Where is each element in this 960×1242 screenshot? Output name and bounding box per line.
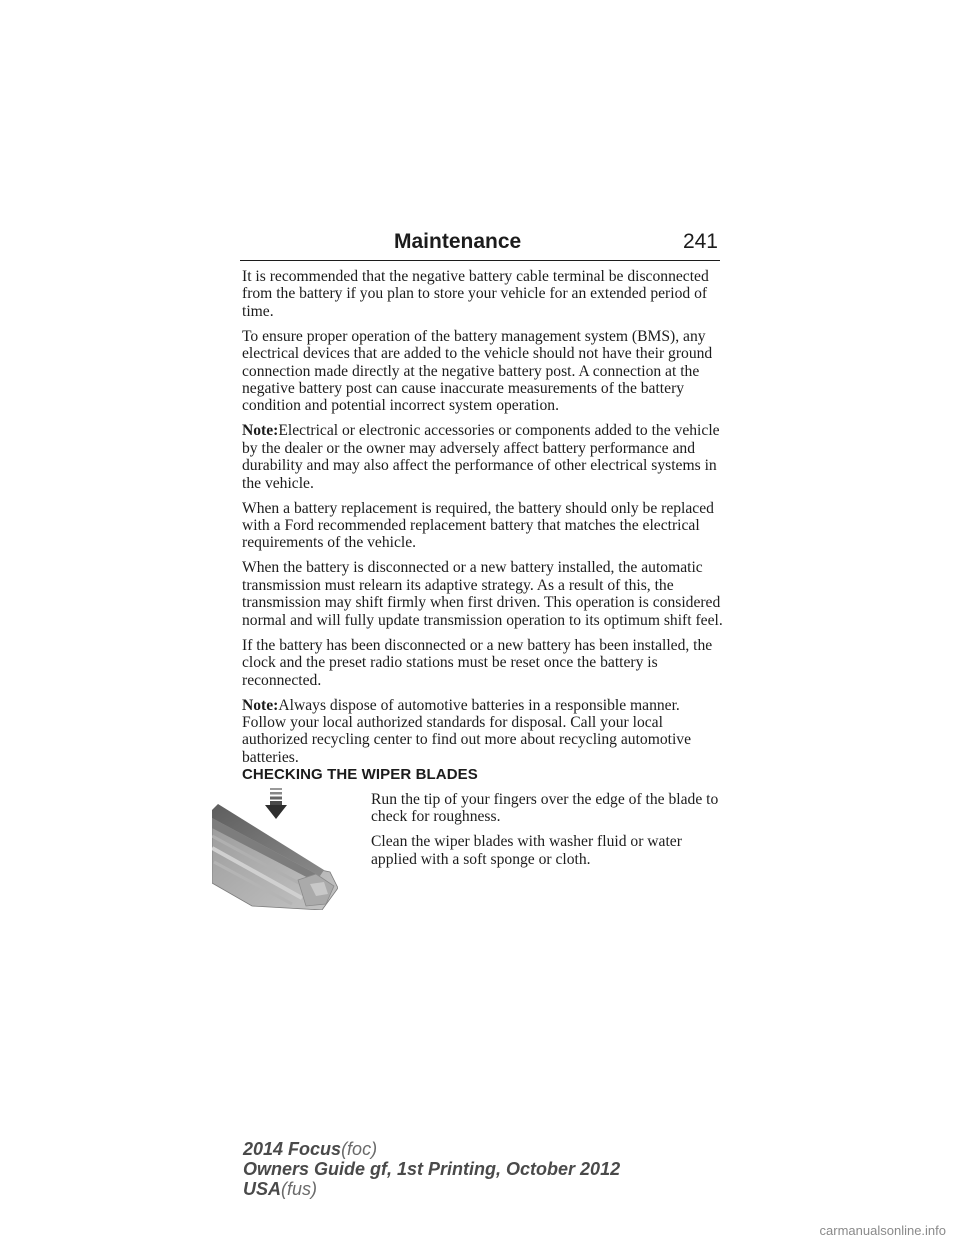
wiper-section-title: CHECKING THE WIPER BLADES bbox=[242, 766, 478, 783]
paragraph-store-vehicle: It is recommended that the negative battery cable terminal be disconnected from the battery if you plan to store your vehicle for an extended period of time. bbox=[242, 268, 709, 320]
footer-line-region: USA(fus) bbox=[243, 1179, 318, 1199]
paragraph-battery-replacement: When a battery replacement is required, the battery should only be replaced with a Ford recommended replacement battery that matches the electrical requirements of the vehicle. bbox=[242, 499, 714, 552]
section-header-title: Maintenance bbox=[394, 230, 522, 253]
note-label: Note: bbox=[242, 422, 279, 440]
wiper-check-paragraph: Run the tip of your fingers over the edge of the blade to check for roughness. bbox=[371, 791, 719, 826]
paragraph-transmission-relearn: When the battery is disconnected or a new battery installed, the automatic transmission must relearn its adaptive strategy. As a result of this, the transmission may shift firmly when first driven. This operation is considered normal and will fully update transmission operation to its optimum shift feel. bbox=[242, 559, 723, 629]
wiper-blade-illustration-icon bbox=[212, 788, 338, 910]
wiper-clean-paragraph: Clean the wiper blades with washer fluid or water applied with a soft sponge or cloth. bbox=[371, 833, 682, 868]
paragraph-note-disposal: Note:Always dispose of automotive batteries in a responsible manner. Follow your local authorized standards for disposal. Call your local authorized recycling center to find out more about recycling automotive batteries. bbox=[242, 696, 692, 766]
page-number: 241 bbox=[682, 230, 718, 253]
footer-line-guide: Owners Guide gf, 1st Printing, October 2012 bbox=[243, 1159, 621, 1179]
body-text bbox=[242, 268, 724, 774]
print-footer bbox=[243, 1139, 620, 1199]
paragraph-bms: To ensure proper operation of the battery management system (BMS), any electrical devices that are added to the vehicle should not have their ground connection made directly at the negative battery post. A connection at the negative battery post can cause inaccurate measurements of the battery condition and potential incorrect system operation. bbox=[242, 327, 713, 415]
paragraph-clock-reset: If the battery has been disconnected or a new battery has been installed, the clock and the preset radio stations must be reset once the battery is reconnected. bbox=[242, 636, 713, 689]
down-arrow-icon bbox=[265, 788, 287, 819]
page-header bbox=[240, 228, 720, 261]
paragraph-note-accessories: Note:Electrical or electronic accessories or components added to the vehicle by the dealer or the owner may adversely affect battery performance and durability and may also affect the performance of other electrical systems in the vehicle. bbox=[242, 422, 720, 492]
note-label: Note: bbox=[242, 696, 279, 714]
watermark-link[interactable]: carmanualsonline.info bbox=[819, 1223, 946, 1238]
wiper-instructions bbox=[371, 791, 721, 876]
footer-line-model: 2014 Focus(foc) bbox=[243, 1139, 378, 1159]
